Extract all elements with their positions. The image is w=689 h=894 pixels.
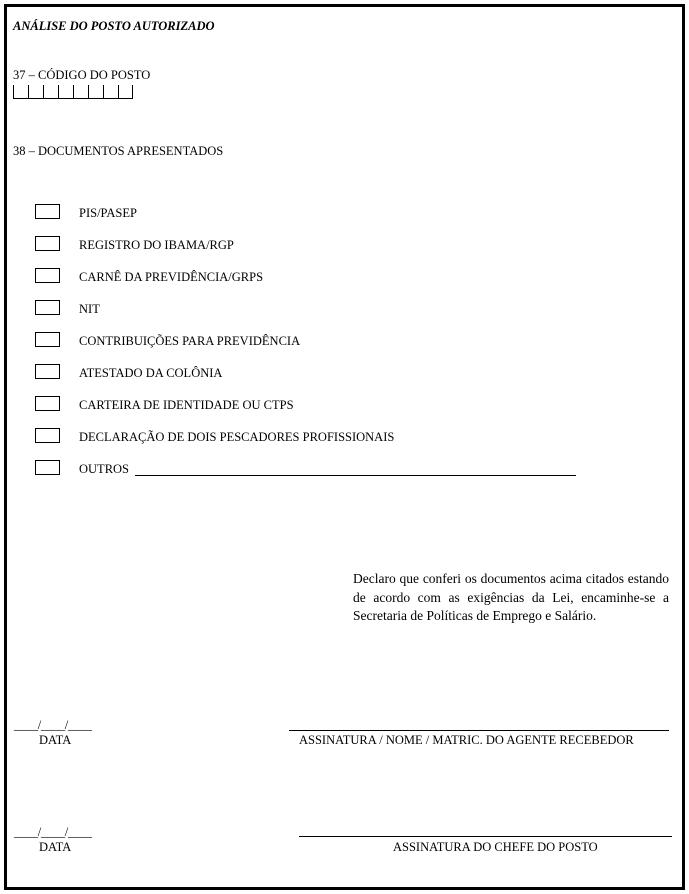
signature-line-chief[interactable] (299, 836, 672, 837)
declaration-text: Declaro que conferi os documentos acima citados estando de acordo com as exigências da Lei, encaminhe-se a Secretaria de Políticas de Emprego e Salário. (353, 571, 669, 623)
section-title: ANÁLISE DO POSTO AUTORIZADO (13, 19, 215, 33)
post-code-digit[interactable] (13, 85, 28, 99)
document-label: OUTROS (79, 462, 130, 476)
checkbox[interactable] (35, 268, 60, 283)
checkbox[interactable] (35, 460, 60, 475)
form-frame (4, 4, 685, 890)
post-code-digit[interactable] (58, 85, 73, 99)
document-label: CARTEIRA DE IDENTIDADE OU CTPS (79, 398, 294, 412)
post-code-digit[interactable] (103, 85, 118, 99)
outros-fill-line[interactable] (135, 475, 576, 476)
checkbox[interactable] (35, 300, 60, 315)
date-field[interactable]: ____/____/____ (14, 825, 92, 839)
date-label: DATA (39, 840, 72, 854)
documents-label: 38 – DOCUMENTOS APRESENTADOS (13, 144, 224, 158)
document-label: REGISTRO DO IBAMA/RGP (79, 238, 234, 252)
date-label: DATA (39, 733, 72, 747)
signature-caption-chief: ASSINATURA DO CHEFE DO POSTO (393, 840, 598, 854)
document-label: ATESTADO DA COLÔNIA (79, 366, 223, 380)
post-code-field[interactable] (13, 85, 133, 99)
document-label: PIS/PASEP (79, 206, 137, 220)
document-label: DECLARAÇÃO DE DOIS PESCADORES PROFISSIONAIS (79, 430, 395, 444)
checkbox[interactable] (35, 204, 60, 219)
post-code-digit[interactable] (88, 85, 103, 99)
signature-line-agent[interactable] (289, 730, 669, 731)
post-code-digit[interactable] (73, 85, 88, 99)
post-code-digit[interactable] (28, 85, 43, 99)
signature-caption-agent: ASSINATURA / NOME / MATRIC. DO AGENTE RECEBEDOR (299, 733, 634, 747)
checkbox[interactable] (35, 236, 60, 251)
document-label: CARNÊ DA PREVIDÊNCIA/GRPS (79, 270, 264, 284)
post-code-label: 37 – CÓDIGO DO POSTO (13, 68, 151, 82)
document-label: NIT (79, 302, 100, 316)
post-code-digit[interactable] (43, 85, 58, 99)
post-code-digit[interactable] (118, 85, 133, 99)
document-label: CONTRIBUIÇÕES PARA PREVIDÊNCIA (79, 334, 301, 348)
checkbox[interactable] (35, 332, 60, 347)
checkbox[interactable] (35, 428, 60, 443)
checkbox[interactable] (35, 364, 60, 379)
checkbox[interactable] (35, 396, 60, 411)
date-field[interactable]: ____/____/____ (14, 718, 92, 732)
